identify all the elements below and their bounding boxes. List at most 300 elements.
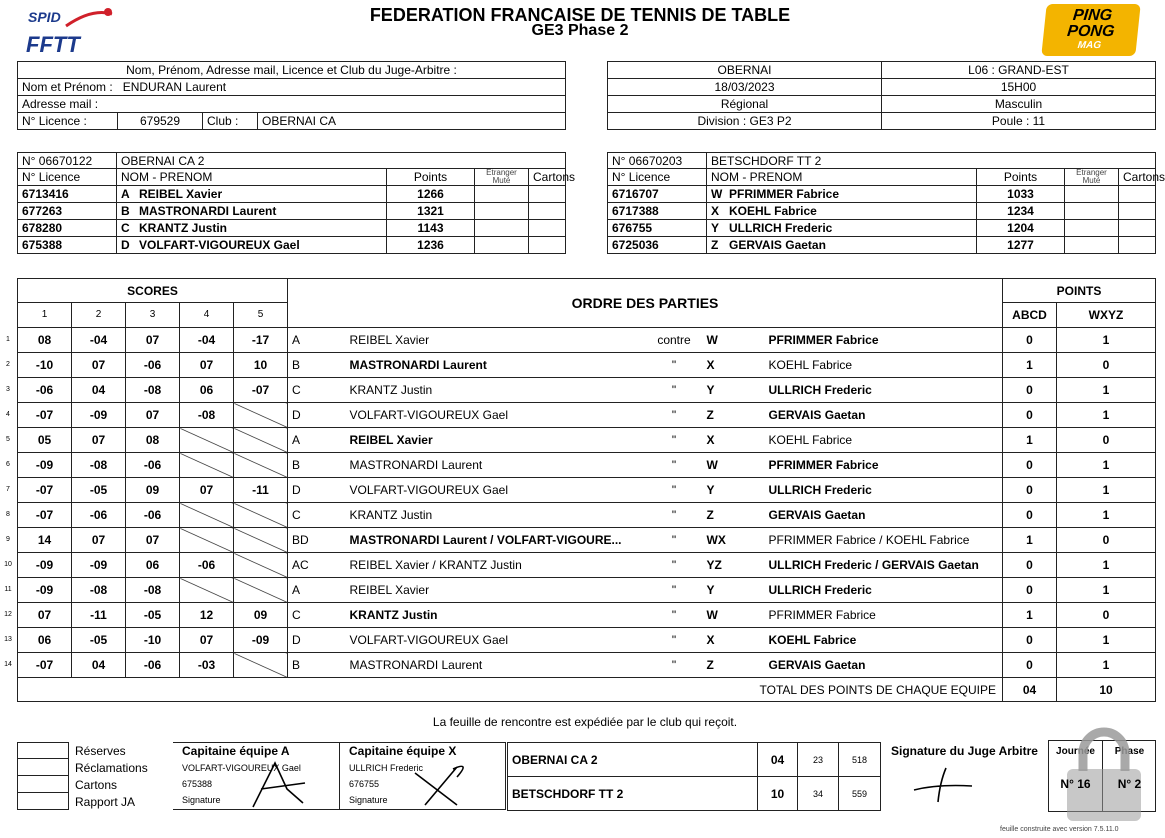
player-cartons [529, 186, 566, 203]
points-header: Points [977, 169, 1065, 186]
match-info-table [607, 61, 1156, 130]
team-x-table [607, 152, 1165, 254]
player-cartons [529, 237, 566, 254]
match-gender: Masculin [882, 96, 1156, 113]
game-player-x-name: ULLRICH Frederic [768, 483, 872, 497]
score-cell: 04 [72, 653, 126, 678]
row-number: 10 [4, 561, 12, 568]
game-letters-a: BD [288, 528, 346, 553]
row-number: 6 [6, 461, 10, 468]
game-player-x-name: PFRIMMER Fabrice [768, 608, 876, 622]
player-row [18, 186, 566, 203]
player-points: 1236 [387, 237, 475, 254]
game-points-a: 0 [1003, 378, 1057, 403]
game-points-a: 1 [1003, 603, 1057, 628]
game-versus: " [646, 453, 703, 478]
score-cell: -05 [72, 478, 126, 503]
player-letter: W [711, 187, 723, 201]
summary-games: 34 [798, 777, 839, 811]
game-player-x-name: PFRIMMER Fabrice [768, 458, 879, 472]
total-team-a: 04 [1003, 678, 1057, 702]
game-points-a: 1 [1003, 428, 1057, 453]
game-player-a: REIBEL Xavier [346, 428, 646, 453]
game-letters-a: D [288, 478, 346, 503]
game-player-a: REIBEL Xavier [346, 578, 646, 603]
player-letter: B [121, 204, 130, 218]
game-player-a: MASTRONARDI Laurent [346, 453, 646, 478]
match-poule: Poule : 11 [882, 113, 1156, 130]
game-letters-x: W [706, 458, 718, 472]
name-header: NOM - PRENOM [117, 169, 387, 186]
referee-club-label: Club : [203, 113, 258, 130]
game-letters-x: Y [706, 383, 715, 397]
score-cell: 07 [126, 528, 180, 553]
player-cartons [1119, 203, 1156, 220]
game-letters-x: YZ [706, 558, 722, 572]
score-cell: -09 [18, 553, 72, 578]
score-cell: -11 [72, 603, 126, 628]
game-player-x [703, 353, 1003, 378]
player-name [707, 203, 977, 220]
summary-row [508, 777, 881, 811]
player-row [18, 237, 566, 254]
score-cell: 07 [180, 353, 234, 378]
score-cell: -10 [18, 353, 72, 378]
match-date: 18/03/2023 [608, 79, 882, 96]
etranger-header: Etranger Muté [1065, 169, 1119, 186]
totals-label: TOTAL DES POINTS DE CHAQUE EQUIPE [18, 678, 1003, 702]
game-letters-x: X [706, 433, 715, 447]
game-player-a: KRANTZ Justin [346, 378, 646, 403]
game-versus: " [646, 353, 703, 378]
fftt-logo [22, 4, 122, 56]
row-number: 3 [6, 386, 10, 393]
ordre-header: ORDRE DES PARTIES [288, 279, 1003, 328]
set-number: 3 [126, 303, 180, 328]
set-number: 1 [18, 303, 72, 328]
score-cell-empty [234, 403, 288, 428]
game-player-a: MASTRONARDI Laurent / VOLFART-VIGOURE... [346, 528, 646, 553]
logo-mag-text: MAG [1077, 40, 1102, 51]
player-cartons [1119, 237, 1156, 254]
score-cell: -03 [180, 653, 234, 678]
player-points: 1277 [977, 237, 1065, 254]
match-place: OBERNAI [608, 62, 882, 79]
row-number: 13 [4, 636, 12, 643]
summary-sets: 518 [839, 743, 881, 777]
game-letters-x: X [706, 633, 715, 647]
game-versus: " [646, 528, 703, 553]
game-points-x: 1 [1057, 578, 1156, 603]
player-name [707, 186, 977, 203]
game-row [18, 453, 1156, 478]
captain-a-name: VOLFART-VIGOUREUX Gael [182, 763, 301, 773]
score-cell: -09 [18, 578, 72, 603]
player-row [608, 220, 1156, 237]
player-points: 1143 [387, 220, 475, 237]
game-points-x: 1 [1057, 628, 1156, 653]
spid-logo-text: SPID [28, 9, 61, 25]
game-letters-x: Z [706, 408, 714, 422]
score-cell: -17 [234, 328, 288, 353]
score-cell: 09 [126, 478, 180, 503]
score-cell: -09 [18, 453, 72, 478]
game-versus: " [646, 653, 703, 678]
game-points-a: 0 [1003, 578, 1057, 603]
checkbox-label: Réclamations [75, 760, 148, 775]
player-fullname: ULLRICH Frederic [729, 221, 833, 235]
game-row [18, 478, 1156, 503]
referee-mail-label: Adresse mail : [18, 96, 566, 113]
score-cell: -08 [126, 378, 180, 403]
row-number: 12 [4, 611, 12, 618]
game-letters-a: A [288, 578, 346, 603]
game-letters-x: X [706, 358, 715, 372]
checkbox-label: Cartons [75, 777, 118, 792]
game-player-a: REIBEL Xavier / KRANTZ Justin [346, 553, 646, 578]
cartons-header: Cartons [529, 169, 566, 186]
game-points-x: 0 [1057, 428, 1156, 453]
player-name [707, 237, 977, 254]
captain-a-signature [223, 759, 333, 809]
game-letters-x: Z [706, 508, 714, 522]
score-cell: -07 [18, 653, 72, 678]
player-points: 1204 [977, 220, 1065, 237]
score-cell: -07 [234, 378, 288, 403]
game-letters-a: A [288, 328, 346, 353]
score-cell: -09 [72, 553, 126, 578]
game-points-x: 1 [1057, 378, 1156, 403]
captain-a-title: Capitaine équipe A [182, 744, 290, 758]
points-header: POINTS [1003, 279, 1156, 303]
player-points: 1321 [387, 203, 475, 220]
game-versus: contre [646, 328, 703, 353]
score-cell: 10 [234, 353, 288, 378]
score-cell: -04 [72, 328, 126, 353]
captain-a-licence: 675388 [182, 779, 213, 789]
score-cell: -05 [72, 628, 126, 653]
game-letters-a: C [288, 503, 346, 528]
game-points-x: 1 [1057, 653, 1156, 678]
etranger-header: Etranger Muté [475, 169, 529, 186]
score-cell: -04 [180, 328, 234, 353]
checkbox-list [17, 742, 148, 810]
player-letter: D [121, 238, 130, 252]
score-cell: -07 [18, 478, 72, 503]
score-cell: 06 [180, 378, 234, 403]
set-number: 2 [72, 303, 126, 328]
referee-signature-label: Signature du Juge Arbitre [891, 744, 1038, 758]
score-cell: 07 [180, 628, 234, 653]
game-letters-a: D [288, 628, 346, 653]
player-name [117, 203, 387, 220]
summary-points: 04 [758, 743, 798, 777]
player-etranger [475, 220, 529, 237]
game-points-a: 0 [1003, 328, 1057, 353]
score-cell-empty [234, 578, 288, 603]
captain-x-name: ULLRICH Frederic [349, 763, 424, 773]
game-player-x-name: ULLRICH Frederic [768, 383, 872, 397]
total-team-x: 10 [1057, 678, 1156, 702]
game-row [18, 553, 1156, 578]
checkbox[interactable] [17, 776, 69, 793]
score-cell-empty [180, 528, 234, 553]
player-fullname: PFRIMMER Fabrice [729, 187, 840, 201]
player-etranger [1065, 220, 1119, 237]
match-time: 15H00 [882, 79, 1156, 96]
game-points-a: 0 [1003, 503, 1057, 528]
score-cell: -06 [18, 378, 72, 403]
captain-x-licence: 676755 [349, 779, 380, 789]
row-number: 5 [6, 436, 10, 443]
game-row [18, 528, 1156, 553]
score-cell-empty [234, 453, 288, 478]
journee-label: Journée [1056, 746, 1095, 757]
set-number: 5 [234, 303, 288, 328]
captain-x-title: Capitaine équipe X [349, 744, 457, 758]
score-cell: -06 [126, 503, 180, 528]
score-cell: -10 [126, 628, 180, 653]
row-number: 11 [4, 586, 12, 593]
games-table [17, 278, 1156, 702]
player-licence: 675388 [18, 237, 117, 254]
game-letters-a: C [288, 603, 346, 628]
summary-sets: 559 [839, 777, 881, 811]
score-cell-empty [180, 503, 234, 528]
player-etranger [475, 203, 529, 220]
row-number: 7 [6, 486, 10, 493]
score-cell: -06 [126, 353, 180, 378]
game-player-x [703, 328, 1003, 353]
game-player-x-name: GERVAIS Gaetan [768, 658, 866, 672]
game-player-x-name: ULLRICH Frederic [768, 583, 872, 597]
player-licence: 6716707 [608, 186, 707, 203]
lock-icon [1057, 727, 1151, 823]
game-player-x [703, 478, 1003, 503]
score-cell: -05 [126, 603, 180, 628]
footer-note: La feuille de rencontre est expédiée par le club qui reçoit. [432, 715, 738, 729]
player-licence: 676755 [608, 220, 707, 237]
score-cell: 08 [126, 428, 180, 453]
game-letters-x: Y [706, 483, 715, 497]
game-points-x: 1 [1057, 453, 1156, 478]
score-cell: 07 [18, 603, 72, 628]
game-row [18, 428, 1156, 453]
game-player-x [703, 578, 1003, 603]
summary-table [507, 742, 881, 811]
checkbox-item[interactable] [17, 793, 148, 810]
game-versus: " [646, 553, 703, 578]
set-number: 4 [180, 303, 234, 328]
score-cell: 07 [72, 528, 126, 553]
game-letters-x: W [706, 333, 718, 347]
game-player-x [703, 653, 1003, 678]
score-cell-empty [234, 553, 288, 578]
score-cell: -07 [18, 403, 72, 428]
referee-licence-label: N° Licence : [18, 113, 118, 130]
game-versus: " [646, 578, 703, 603]
game-versus: " [646, 403, 703, 428]
score-cell: 07 [180, 478, 234, 503]
row-number: 2 [6, 361, 10, 368]
score-cell: -07 [18, 503, 72, 528]
player-licence: 677263 [18, 203, 117, 220]
game-points-a: 1 [1003, 528, 1057, 553]
checkbox-label: Réserves [75, 743, 126, 758]
game-row [18, 578, 1156, 603]
scores-header: SCORES [18, 279, 288, 303]
game-points-a: 0 [1003, 403, 1057, 428]
player-etranger [475, 186, 529, 203]
game-versus: " [646, 428, 703, 453]
player-points: 1033 [977, 186, 1065, 203]
team-x-number: N° 06670203 [608, 153, 707, 169]
game-row [18, 653, 1156, 678]
document-title: FEDERATION FRANCAISE DE TENNIS DE TABLE [369, 5, 791, 25]
team-x-name: BETSCHDORF TT 2 [707, 153, 1156, 169]
player-letter: C [121, 221, 130, 235]
team-a-number: N° 06670122 [18, 153, 117, 169]
checkbox[interactable] [17, 742, 69, 759]
score-cell: -08 [126, 578, 180, 603]
game-row [18, 603, 1156, 628]
referee-signature [908, 762, 978, 808]
score-cell: -08 [180, 403, 234, 428]
score-cell-empty [234, 428, 288, 453]
player-fullname: KRANTZ Justin [139, 221, 227, 235]
game-player-x [703, 453, 1003, 478]
game-letters-a: B [288, 653, 346, 678]
captain-a-box [173, 742, 340, 810]
player-cartons [529, 203, 566, 220]
player-letter: Z [711, 238, 719, 252]
captain-a-signature-label: Signature [182, 795, 221, 805]
row-number: 9 [6, 536, 10, 543]
row-number: 4 [6, 411, 10, 418]
cartons-header: Cartons [1119, 169, 1156, 186]
game-row [18, 628, 1156, 653]
game-player-a: VOLFART-VIGOUREUX Gael [346, 478, 646, 503]
ping-pong-mag-logo [1041, 4, 1140, 56]
row-number: 8 [6, 511, 10, 518]
score-cell: 06 [18, 628, 72, 653]
game-points-x: 0 [1057, 528, 1156, 553]
player-name [117, 186, 387, 203]
game-points-a: 0 [1003, 478, 1057, 503]
score-cell: -11 [234, 478, 288, 503]
game-player-x-name: PFRIMMER Fabrice / KOEHL Fabrice [768, 533, 970, 547]
match-level: Régional [608, 96, 882, 113]
score-cell: 07 [126, 328, 180, 353]
journee-value: N° 16 [1060, 777, 1091, 791]
checkbox-item[interactable] [17, 759, 148, 776]
game-row [18, 403, 1156, 428]
row-number: 1 [6, 336, 10, 343]
match-league: L06 : GRAND-EST [882, 62, 1156, 79]
points-header: Points [387, 169, 475, 186]
score-cell: -09 [72, 403, 126, 428]
game-versus: " [646, 378, 703, 403]
player-licence: 6717388 [608, 203, 707, 220]
game-points-x: 1 [1057, 503, 1156, 528]
checkbox[interactable] [17, 793, 69, 810]
captain-x-box [340, 742, 506, 810]
name-header: NOM - PRENOM [707, 169, 977, 186]
game-player-x-name: GERVAIS Gaetan [768, 508, 866, 522]
player-letter: Y [711, 221, 720, 235]
score-cell: 14 [18, 528, 72, 553]
score-cell: 07 [126, 403, 180, 428]
player-row [608, 203, 1156, 220]
team-a-table [17, 152, 576, 254]
game-versus: " [646, 478, 703, 503]
referee-table [17, 61, 566, 130]
player-name [117, 237, 387, 254]
score-cell-empty [180, 453, 234, 478]
game-points-x: 1 [1057, 328, 1156, 353]
licence-header: N° Licence [18, 169, 117, 186]
player-name [707, 220, 977, 237]
player-fullname: VOLFART-VIGOUREUX Gael [139, 238, 300, 252]
game-player-a: KRANTZ Justin [346, 503, 646, 528]
checkbox-item[interactable] [17, 742, 148, 759]
game-letters-a: B [288, 353, 346, 378]
score-cell: -06 [126, 453, 180, 478]
phase-label: Phase [1114, 746, 1145, 757]
game-player-x-name: ULLRICH Frederic / GERVAIS Gaetan [768, 558, 979, 572]
fftt-logo-text: FFTT [26, 32, 80, 57]
logo-pong-text: PONG [1066, 23, 1116, 40]
player-letter: A [121, 187, 130, 201]
game-player-x [703, 378, 1003, 403]
checkbox-item[interactable] [17, 776, 148, 793]
player-licence: 6713416 [18, 186, 117, 203]
abcd-header: ABCD [1003, 303, 1057, 328]
player-row [18, 203, 566, 220]
score-cell: 07 [72, 428, 126, 453]
score-cell-empty [234, 653, 288, 678]
match-division: Division : GE3 P2 [608, 113, 882, 130]
game-points-x: 0 [1057, 353, 1156, 378]
version-note: feuille construite avec version 7.5.11.0 [1000, 826, 1119, 833]
score-cell: 12 [180, 603, 234, 628]
game-letters-a: C [288, 378, 346, 403]
player-licence: 6725036 [608, 237, 707, 254]
game-letters-a: AC [288, 553, 346, 578]
player-row [608, 186, 1156, 203]
player-etranger [1065, 203, 1119, 220]
game-player-x [703, 528, 1003, 553]
player-etranger [475, 237, 529, 254]
score-cell: -08 [72, 578, 126, 603]
logo-ping-text: PING [1072, 7, 1113, 24]
game-versus: " [646, 628, 703, 653]
score-cell: -06 [126, 653, 180, 678]
game-player-x [703, 403, 1003, 428]
score-cell: -09 [234, 628, 288, 653]
score-cell-empty [234, 503, 288, 528]
player-licence: 678280 [18, 220, 117, 237]
checkbox[interactable] [17, 759, 69, 776]
player-fullname: KOEHL Fabrice [729, 204, 817, 218]
game-player-x [703, 603, 1003, 628]
game-versus: " [646, 503, 703, 528]
captain-x-signature [395, 757, 505, 809]
game-points-x: 1 [1057, 553, 1156, 578]
game-letters-a: A [288, 428, 346, 453]
game-player-a: KRANTZ Justin [346, 603, 646, 628]
score-cell: -06 [180, 553, 234, 578]
